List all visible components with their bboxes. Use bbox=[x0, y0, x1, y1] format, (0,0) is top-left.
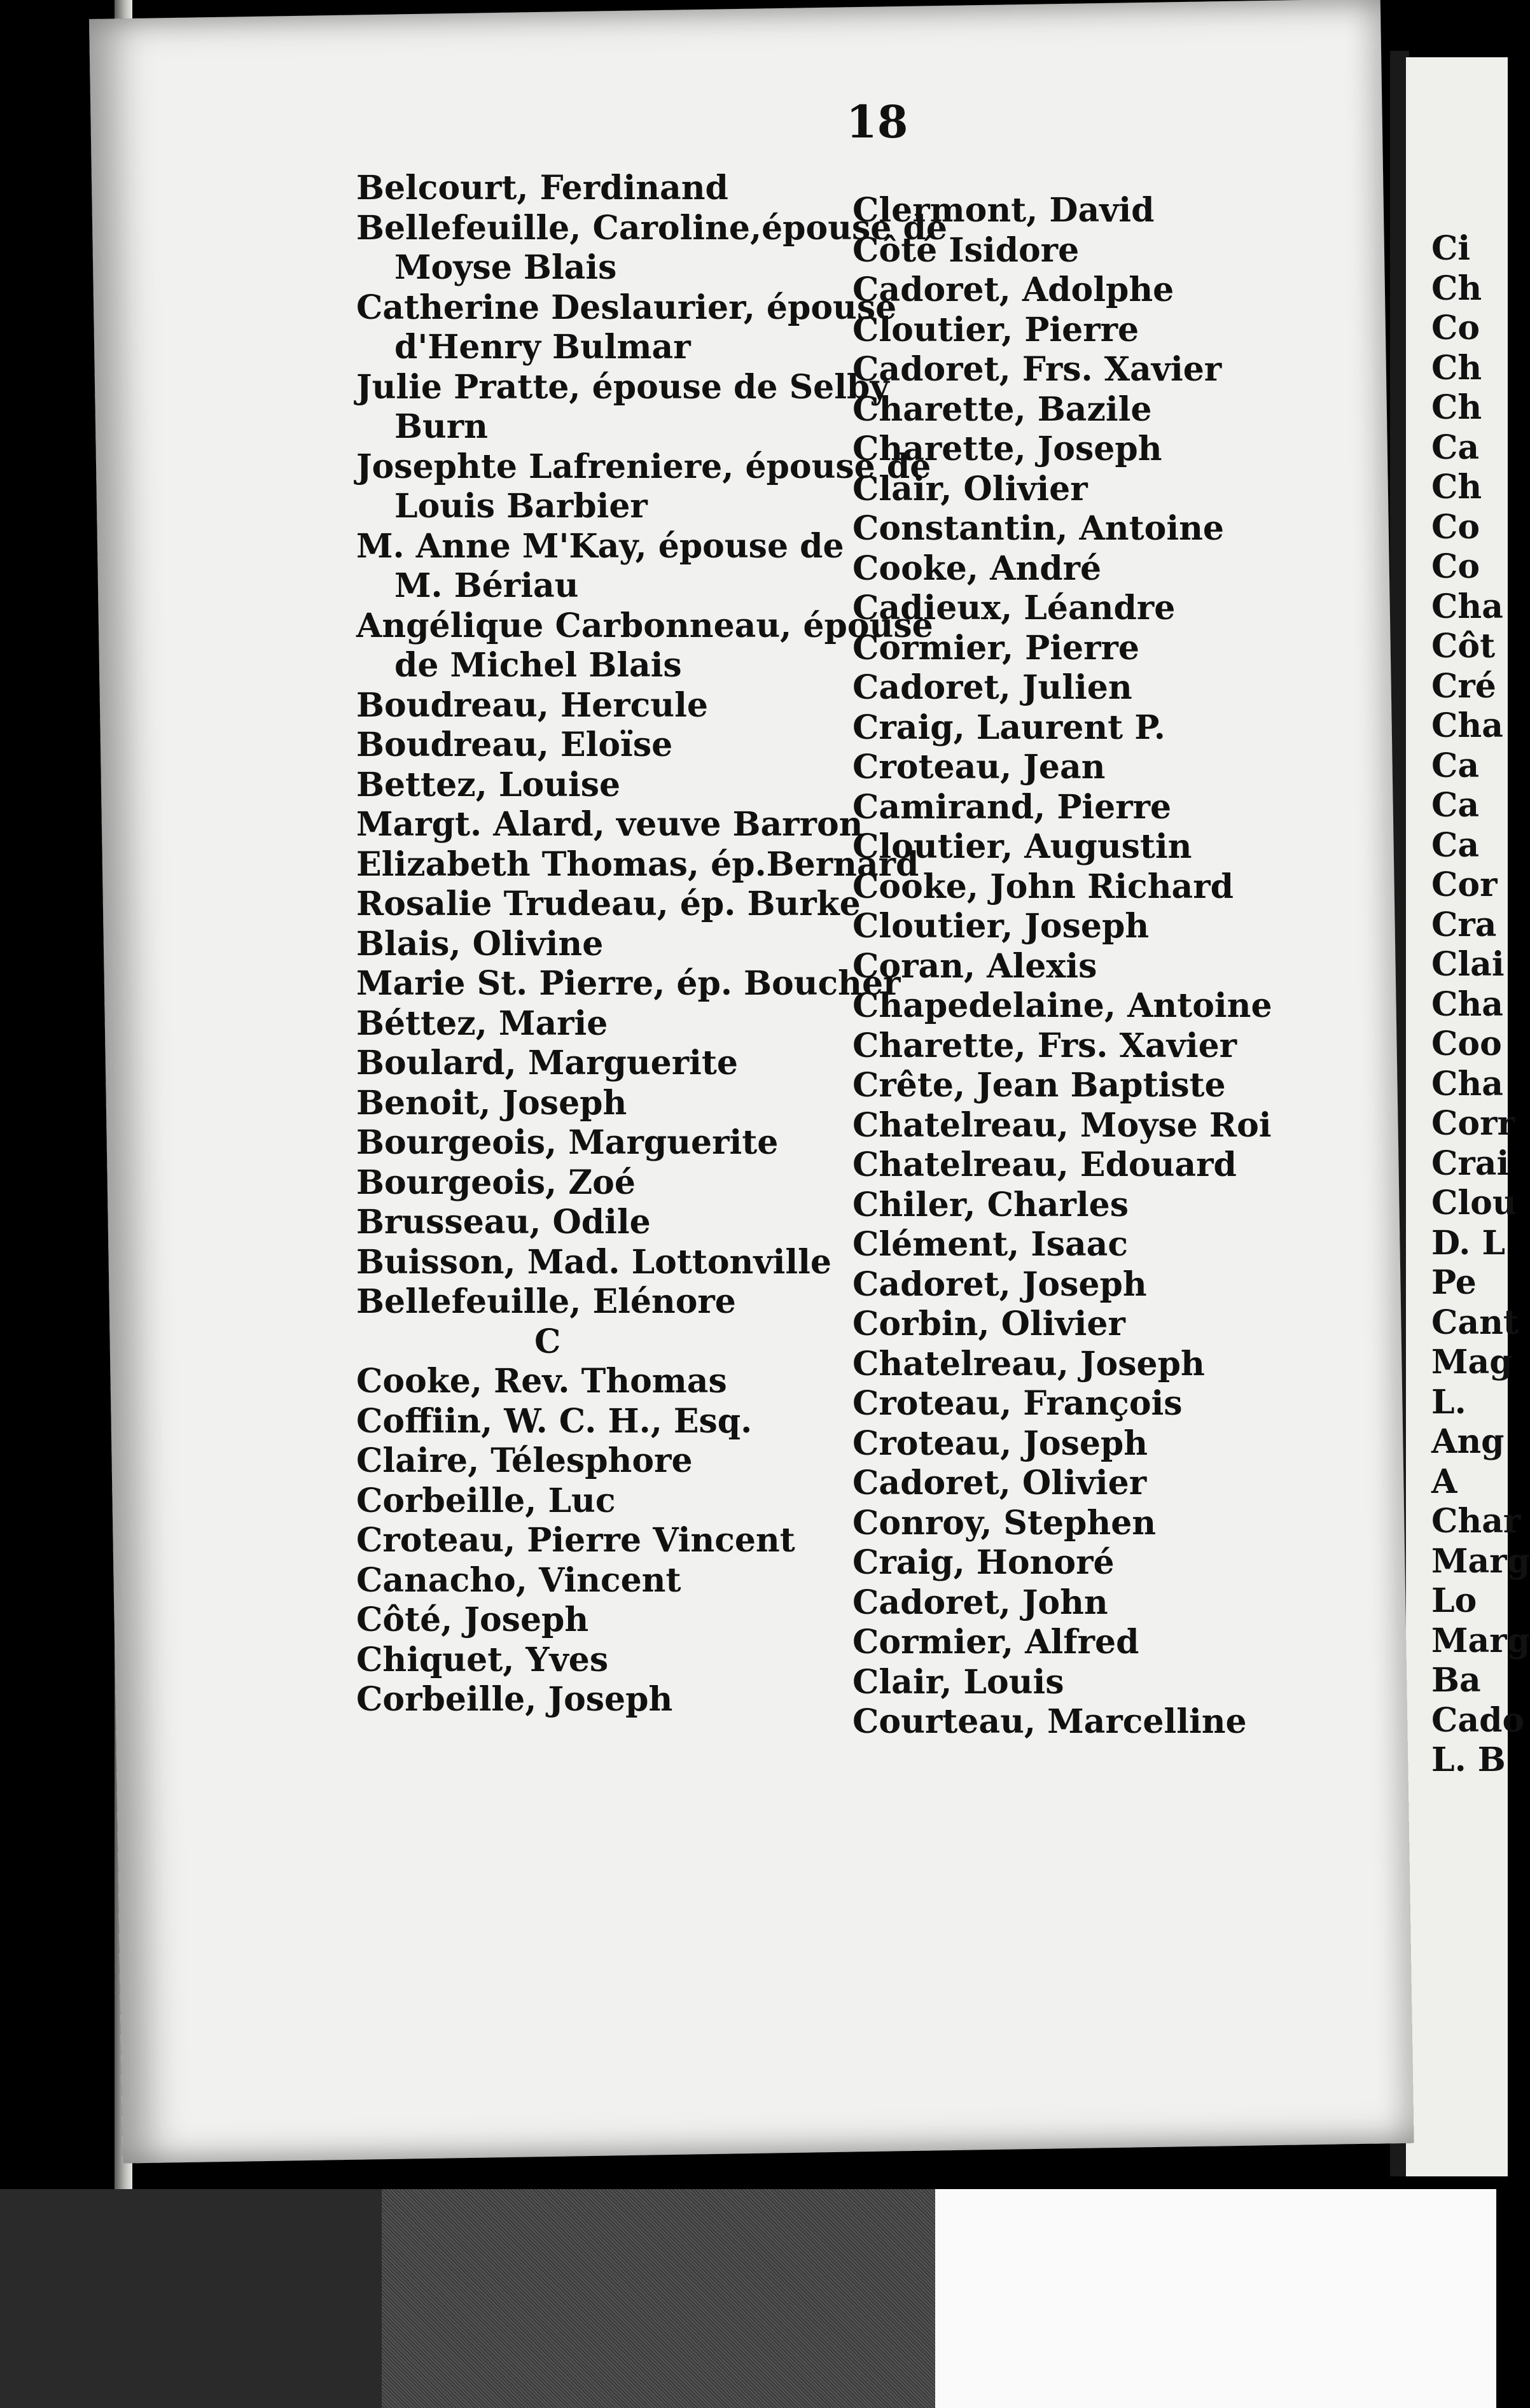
name-entry: Cadoret, Olivier bbox=[852, 1464, 1147, 1502]
name-entry: Louis Barbier bbox=[394, 487, 648, 526]
name-entry: Benoit, Joseph bbox=[356, 1083, 627, 1123]
fragment-entry: Marg bbox=[1431, 1621, 1530, 1660]
name-entry: Boudreau, Eloïse bbox=[356, 725, 673, 764]
name-entry: Clément, Isaac bbox=[852, 1225, 1129, 1264]
name-entry: M. Bériau bbox=[394, 566, 579, 605]
fragment-entry: Char bbox=[1431, 1502, 1521, 1541]
fragment-entry: L. B bbox=[1431, 1740, 1506, 1779]
name-entry: Chatelreau, Moyse Roi bbox=[852, 1105, 1272, 1145]
name-entry: Charette, Joseph bbox=[852, 430, 1162, 468]
name-entry: Cloutier, Joseph bbox=[852, 907, 1150, 946]
name-entry: Courteau, Marcelline bbox=[852, 1702, 1247, 1741]
name-entry: Claire, Télesphore bbox=[356, 1441, 693, 1480]
name-entry: Bettez, Louise bbox=[356, 765, 621, 804]
fragment-entry: Pe bbox=[1431, 1263, 1477, 1302]
name-entry: Chatelreau, Edouard bbox=[852, 1145, 1237, 1184]
fragment-entry: Ca bbox=[1431, 786, 1480, 825]
name-entry: Croteau, François bbox=[852, 1384, 1183, 1423]
name-entry: Conroy, Stephen bbox=[852, 1503, 1157, 1543]
name-entry: Canacho, Vincent bbox=[356, 1560, 681, 1600]
name-entry: Bellefeuille, Elénore bbox=[356, 1282, 736, 1321]
name-entry: Cloutier, Augustin bbox=[852, 827, 1192, 866]
fragment-entry: D. L bbox=[1431, 1223, 1506, 1263]
fragment-entry: Mag bbox=[1431, 1343, 1513, 1382]
name-entry: M. Anne M'Kay, épouse de bbox=[356, 526, 844, 566]
name-entry: Cadoret, John bbox=[852, 1583, 1108, 1622]
name-entry: Marie St. Pierre, ép. Boucher bbox=[356, 964, 901, 1003]
fragment-entry: Cha bbox=[1431, 1064, 1503, 1103]
fragment-entry: Ang bbox=[1431, 1422, 1505, 1461]
name-entry: Craig, Laurent P. bbox=[852, 708, 1165, 747]
name-entry: Chiler, Charles bbox=[852, 1185, 1129, 1224]
fragment-entry: Ch bbox=[1431, 269, 1482, 308]
name-entry: Croteau, Jean bbox=[852, 748, 1106, 787]
fragment-entry: Lo bbox=[1431, 1581, 1477, 1620]
fragment-entry: Marg bbox=[1431, 1541, 1530, 1581]
name-entry: C bbox=[534, 1322, 561, 1361]
name-entry: Rosalie Trudeau, ép. Burke bbox=[356, 885, 861, 923]
name-entry: Brusseau, Odile bbox=[356, 1203, 651, 1242]
fragment-entry: Ch bbox=[1431, 468, 1482, 507]
name-entry: Côté Isidore bbox=[852, 230, 1080, 270]
fragment-entry: Cré bbox=[1431, 666, 1496, 706]
name-entry: Corbin, Olivier bbox=[852, 1305, 1125, 1343]
name-entry: Cooke, John Richard bbox=[852, 867, 1234, 906]
name-entry: Elizabeth Thomas, ép.Bernard bbox=[356, 844, 919, 884]
name-entry: Cadoret, Frs. Xavier bbox=[852, 350, 1222, 389]
name-entry: Cooke, Rev. Thomas bbox=[356, 1362, 727, 1401]
name-entry: Craig, Honoré bbox=[852, 1543, 1115, 1582]
name-entry: d'Henry Bulmar bbox=[394, 328, 691, 367]
name-entry: Josephte Lafreniere, épouse de bbox=[356, 447, 931, 486]
name-entry: Cadoret, Joseph bbox=[852, 1264, 1147, 1304]
name-entry: Blais, Olivine bbox=[356, 924, 604, 963]
fragment-entry: Ca bbox=[1431, 746, 1480, 785]
name-entry: Chatelreau, Joseph bbox=[852, 1344, 1205, 1383]
fragment-entry: Cor bbox=[1431, 865, 1498, 904]
name-entry: Cloutier, Pierre bbox=[852, 310, 1139, 349]
fragment-entry: Côt bbox=[1431, 627, 1496, 666]
fragment-entry: Ca bbox=[1431, 428, 1480, 467]
name-entry: Corbeille, Joseph bbox=[356, 1680, 673, 1719]
page-number: 18 bbox=[846, 95, 908, 148]
right-name-column bbox=[852, 191, 1272, 1742]
name-entry: Croteau, Pierre Vincent bbox=[356, 1521, 795, 1560]
fragment-entry: Co bbox=[1431, 547, 1480, 586]
fragment-entry: Co bbox=[1431, 507, 1480, 547]
name-entry: Béttez, Marie bbox=[356, 1004, 608, 1043]
fragment-entry: A bbox=[1431, 1462, 1457, 1501]
name-entry: Boudreau, Hercule bbox=[356, 685, 708, 725]
fragment-entry: Cha bbox=[1431, 706, 1503, 745]
name-entry: Constantin, Antoine bbox=[852, 509, 1224, 548]
name-entry: Burn bbox=[394, 407, 488, 446]
name-entry: Coran, Alexis bbox=[852, 946, 1097, 986]
name-entry: Charette, Bazile bbox=[852, 389, 1152, 429]
name-entry: Charette, Frs. Xavier bbox=[852, 1026, 1237, 1065]
name-entry: Crête, Jean Baptiste bbox=[852, 1066, 1226, 1105]
name-entry: Camirand, Pierre bbox=[852, 787, 1172, 827]
name-entry: Corbeille, Luc bbox=[356, 1481, 616, 1520]
name-entry: Julie Pratte, épouse de Selby bbox=[356, 367, 889, 407]
fragment-entry: Coo bbox=[1431, 1025, 1502, 1063]
name-entry: Cooke, André bbox=[852, 549, 1102, 588]
name-entry: Coffiin, W. C. H., Esq. bbox=[356, 1401, 753, 1441]
name-entry: Bourgeois, Zoé bbox=[356, 1163, 636, 1202]
fragment-entry: Ca bbox=[1431, 825, 1480, 865]
fragment-entry: Cha bbox=[1431, 984, 1503, 1024]
fragment-entry: Cha bbox=[1431, 587, 1503, 626]
name-entry: Belcourt, Ferdinand bbox=[356, 169, 728, 207]
fragment-entry: Ch bbox=[1431, 348, 1482, 388]
name-entry: Moyse Blais bbox=[394, 248, 617, 287]
fragment-entry: Clou bbox=[1431, 1184, 1517, 1222]
name-entry: Côté, Joseph bbox=[356, 1600, 589, 1639]
fragment-entry: Cant bbox=[1431, 1303, 1519, 1342]
name-entry: Angélique Carbonneau, épouse bbox=[356, 606, 933, 645]
name-entry: Chapedelaine, Antoine bbox=[852, 986, 1272, 1025]
fragment-entry: Ch bbox=[1431, 388, 1482, 427]
fragment-entry: Ci bbox=[1431, 229, 1471, 268]
name-entry: Margt. Alard, veuve Barron bbox=[356, 805, 863, 844]
fragment-entry: L. bbox=[1431, 1382, 1466, 1422]
name-entry: Chiquet, Yves bbox=[356, 1640, 609, 1679]
name-entry: Clermont, David bbox=[852, 191, 1155, 230]
fragment-entry: Corr bbox=[1431, 1104, 1515, 1143]
name-entry: Buisson, Mad. Lottonville bbox=[356, 1242, 831, 1282]
name-entry: Clair, Olivier bbox=[852, 469, 1088, 508]
scan-background-light bbox=[935, 2189, 1496, 2408]
name-entry: Cormier, Pierre bbox=[852, 628, 1139, 668]
fragment-entry: Crai bbox=[1431, 1144, 1510, 1183]
fragment-entry: Clai bbox=[1431, 945, 1505, 984]
name-entry: Bourgeois, Marguerite bbox=[356, 1123, 779, 1162]
name-entry: Croteau, Joseph bbox=[852, 1424, 1148, 1463]
name-entry: Cormier, Alfred bbox=[852, 1623, 1139, 1662]
fragment-entry: Cra bbox=[1431, 905, 1497, 944]
name-entry: de Michel Blais bbox=[394, 646, 682, 685]
fragment-entry: Cado bbox=[1431, 1700, 1525, 1740]
name-entry: Cadoret, Adolphe bbox=[852, 270, 1174, 309]
fragment-entry: Ba bbox=[1431, 1661, 1481, 1700]
next-page-fragments bbox=[1431, 229, 1530, 1781]
name-entry: Catherine Deslaurier, épouse bbox=[356, 288, 897, 327]
name-entry: Cadoret, Julien bbox=[852, 668, 1132, 707]
left-name-column bbox=[356, 169, 947, 1720]
name-entry: Bellefeuille, Caroline,épouse de bbox=[356, 208, 947, 248]
name-entry: Clair, Louis bbox=[852, 1662, 1064, 1702]
name-entry: Cadieux, Léandre bbox=[852, 589, 1176, 627]
fragment-entry: Co bbox=[1431, 309, 1480, 347]
scan-background-texture bbox=[382, 2189, 935, 2408]
name-entry: Boulard, Marguerite bbox=[356, 1044, 739, 1082]
